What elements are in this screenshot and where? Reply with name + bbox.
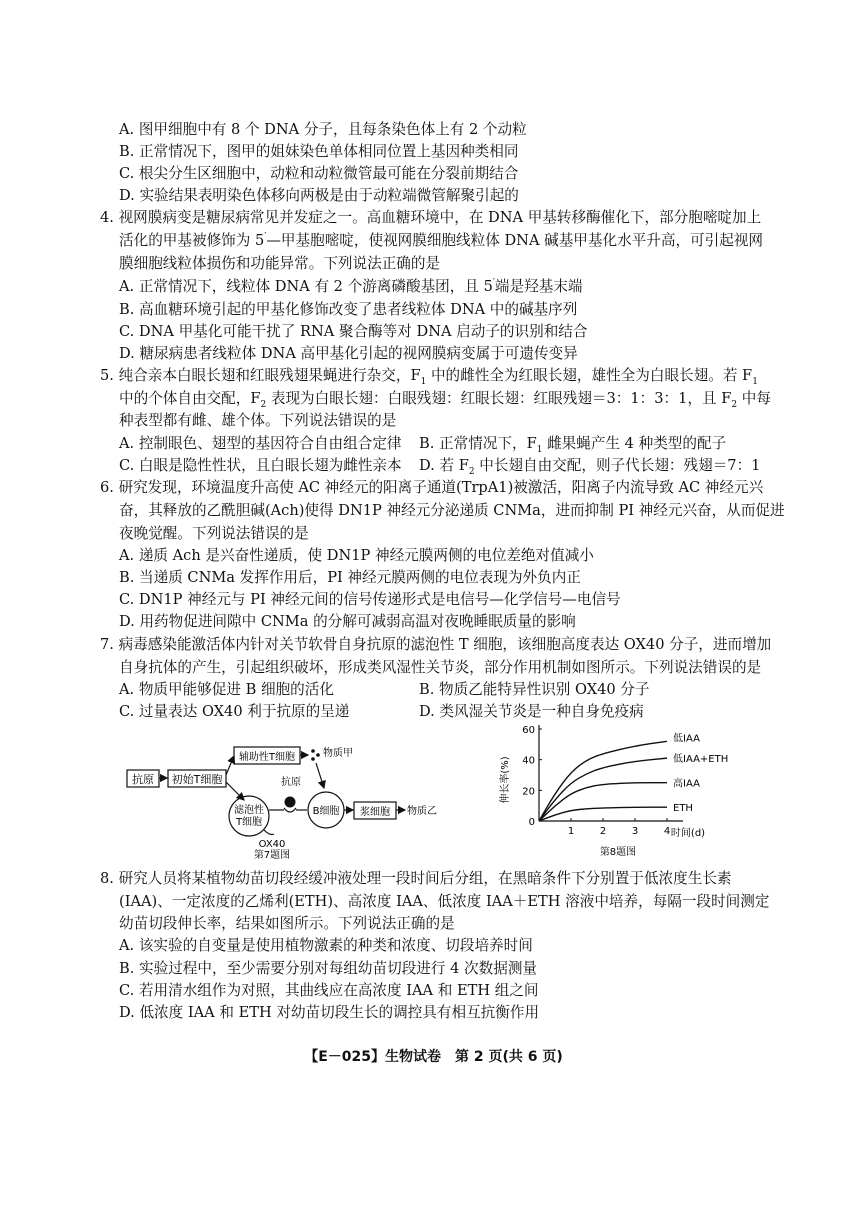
- q4-stem-line2: 活化的甲基被修饰为 5′—甲基胞嘧啶，使视网膜细胞线粒体 DNA 碱基甲基化水平升高，可引起视网: [119, 232, 764, 249]
- q3-option-a: A. 图甲细胞中有 8 个 DNA 分子，且每条染色体上有 2 个动粒: [119, 121, 527, 138]
- q7-option-d: D. 类风湿关节炎是一种自身免疫病: [419, 703, 644, 720]
- fig7-caption: 第7题图: [253, 850, 291, 860]
- chart8-y-tick-label: 60: [522, 725, 535, 736]
- q7-stem-line2: 自身抗体的产生，引起组织破坏，形成类风湿性关节炎，部分作用机制如图所示。下列说法错误的是: [119, 659, 762, 676]
- q8-stem-line2: (IAA)、一定浓度的乙烯利(ETH)、高浓度 IAA、低浓度 IAA＋ETH 溶液中培养，每隔一段时间测定: [119, 893, 770, 910]
- q5-stem-line1: 5. 纯合亲本白眼长翅和红眼残翅果蝇进行杂交，$F_1$ 中的雌性全为红眼长翅，雄性全为白眼长翅。若 $F_1$: [100, 367, 758, 387]
- q4-option-d: D. 糖尿病患者线粒体 DNA 高甲基化引起的视网膜病变属于可遗传变异: [119, 345, 578, 362]
- chart8-xlabel: 时间(d): [670, 828, 706, 839]
- q8-option-d: D. 低浓度 IAA 和 ETH 对幼苗切段生长的调控具有相互抗衡作用: [119, 1004, 540, 1021]
- q8-option-b: B. 实验过程中，至少需要分别对每组幼苗切段进行 4 次数据测量: [119, 960, 538, 977]
- q6-stem-line2: 奋，其释放的乙酰胆碱(Ach)使得 DN1P 神经元分泌递质 CNMa，进而抑制 PI 神经元兴奋，从而促进: [119, 502, 785, 519]
- figure-7-diagram: [124, 738, 484, 860]
- q6-stem-line1: 6. 研究发现，环境温度升高使 AC 神经元的阳离子通道(TrpA1)被激活，阳离子内流导致 AC 神经元兴: [100, 479, 764, 496]
- fig7-ox40-label: OX40: [258, 839, 286, 850]
- q5-option-c: C. 白眼是隐性性状，且白眼长翅为雌性亲本: [119, 457, 402, 474]
- q5-option-d: D. 若 $F_2$ 中长翅自由交配，则子代长翅：残翅＝7：1: [419, 457, 761, 477]
- fig7-b-cell-label: B细胞: [312, 806, 340, 817]
- chart8-series-label: 高IAA: [673, 778, 700, 790]
- chart8-series-label: 低IAA+ETH: [673, 754, 729, 766]
- q6-stem-line3: 夜晚觉醒。下列说法错误的是: [119, 525, 309, 542]
- q7-option-a: A. 物质甲能够促进 B 细胞的活化: [119, 681, 334, 698]
- chart8-y-tick-label: 40: [522, 755, 535, 767]
- figure-8-chart: [495, 718, 745, 863]
- chart8-y-tick-label: 20: [522, 786, 535, 798]
- q3-option-c: C. 根尖分生区细胞中，动粒和动粒微管最可能在分裂前期结合: [119, 165, 519, 182]
- q8-stem-line1: 8. 研究人员将某植物幼苗切段经缓冲液处理一段时间后分组，在黑暗条件下分别置于低浓度生长素: [100, 870, 732, 887]
- fig7-substance-a-label: 物质甲: [323, 748, 353, 759]
- fig7-substance-b-label: 物质乙: [407, 806, 437, 817]
- q6-option-d: D. 用药物促进间隙中 CNMa 的分解可减弱高温对夜晚睡眠质量的影响: [119, 613, 576, 630]
- q4-stem-line3: 膜细胞线粒体损伤和功能异常。下列说法正确的是: [119, 255, 441, 272]
- fig7-antigen-label: 抗原: [132, 773, 154, 786]
- q4-option-b: B. 高血糖环境引起的甲基化修饰改变了患者线粒体 DNA 中的碱基序列: [119, 301, 578, 318]
- q5-stem-line3: 种表型都有雌、雄个体。下列说法错误的是: [119, 412, 397, 429]
- q7-option-b: B. 物质乙能特异性识别 OX40 分子: [419, 681, 650, 698]
- chart8-x-tick-label: 3: [631, 826, 639, 837]
- chart8-x-tick-label: 2: [599, 826, 607, 837]
- chart8-series-label: ETH: [673, 803, 693, 815]
- fig7-naive-t-label: 初始T细胞: [171, 773, 223, 786]
- page-footer: 【E－025】生物试卷 第 2 页(共 6 页): [304, 1049, 563, 1065]
- chart8-series-label: 低IAA: [673, 733, 700, 745]
- q6-option-b: B. 当递质 CNMa 发挥作用后，PI 神经元膜两侧的电位表现为外负内正: [119, 569, 581, 586]
- q8-option-c: C. 若用清水组作为对照，其曲线应在高浓度 IAA 和 ETH 组之间: [119, 982, 539, 999]
- chart8-x-tick-label: 1: [567, 826, 575, 837]
- q8-stem-line3: 幼苗切段伸长率，结果如图所示。下列说法正确的是: [119, 915, 455, 932]
- q5-stem-line2: 中的个体自由交配，$F_2$ 表现为白眼长翅：白眼残翅：红眼长翅：红眼残翅＝3：1：3：1，且 $F_2$ 中每: [119, 390, 771, 410]
- q7-stem-line1: 7. 病毒感染能激活体内针对关节软骨自身抗原的滤泡性 T 细胞，该细胞高度表达 OX40 分子，进而增加: [100, 636, 772, 653]
- chart8-x-tick-label: 4: [663, 826, 671, 837]
- fig7-antigen-near-label: 抗原: [281, 777, 301, 788]
- q4-option-c: C. DNA 甲基化可能干扰了 RNA 聚合酶等对 DNA 启动子的识别和结合: [119, 323, 588, 340]
- fig7-follicular-label-1: 滤泡性: [234, 805, 264, 816]
- chart8-series-line-1: [539, 741, 667, 821]
- fig7-plasma-label: 浆细胞: [360, 807, 390, 818]
- q8-option-a: A. 该实验的自变量是使用植物激素的种类和浓度、切段培养时间: [119, 937, 533, 954]
- q7-option-c: C. 过量表达 OX40 利于抗原的呈递: [119, 703, 350, 720]
- q6-option-a: A. 递质 Ach 是兴奋性递质，使 DN1P 神经元膜两侧的电位差绝对值减小: [119, 547, 594, 564]
- chart8-y-tick-label: 0: [528, 817, 535, 828]
- q5-option-b: B. 正常情况下，$F_1$ 雌果蝇产生 4 种类型的配子: [419, 435, 727, 455]
- q4-option-a: A. 正常情况下，线粒体 DNA 有 2 个游离磷酸基团，且 5′端是羟基末端: [119, 278, 583, 295]
- chart8-ylabel: 伸长率(%): [500, 756, 511, 804]
- q5-option-a: A. 控制眼色、翅型的基因符合自由组合定律: [119, 435, 402, 452]
- chart8-caption: 第8题图: [599, 847, 637, 858]
- fig7-follicular-label-2: T细胞: [235, 817, 263, 828]
- q3-option-d: D. 实验结果表明染色体移向两极是由于动粒端微管解聚引起的: [119, 187, 519, 204]
- fig7-helper-t-label: 辅助性T细胞: [238, 752, 296, 763]
- q6-option-c: C. DN1P 神经元与 PI 神经元间的信号传递形式是电信号—化学信号—电信号: [119, 591, 621, 608]
- q3-option-b: B. 正常情况下，图甲的姐妹染色单体相同位置上基因种类相同: [119, 143, 519, 160]
- q4-stem-line1: 4. 视网膜病变是糖尿病常见并发症之一。高血糖环境中，在 DNA 甲基转移酶催化下，部分胞嘧啶加上: [100, 209, 762, 226]
